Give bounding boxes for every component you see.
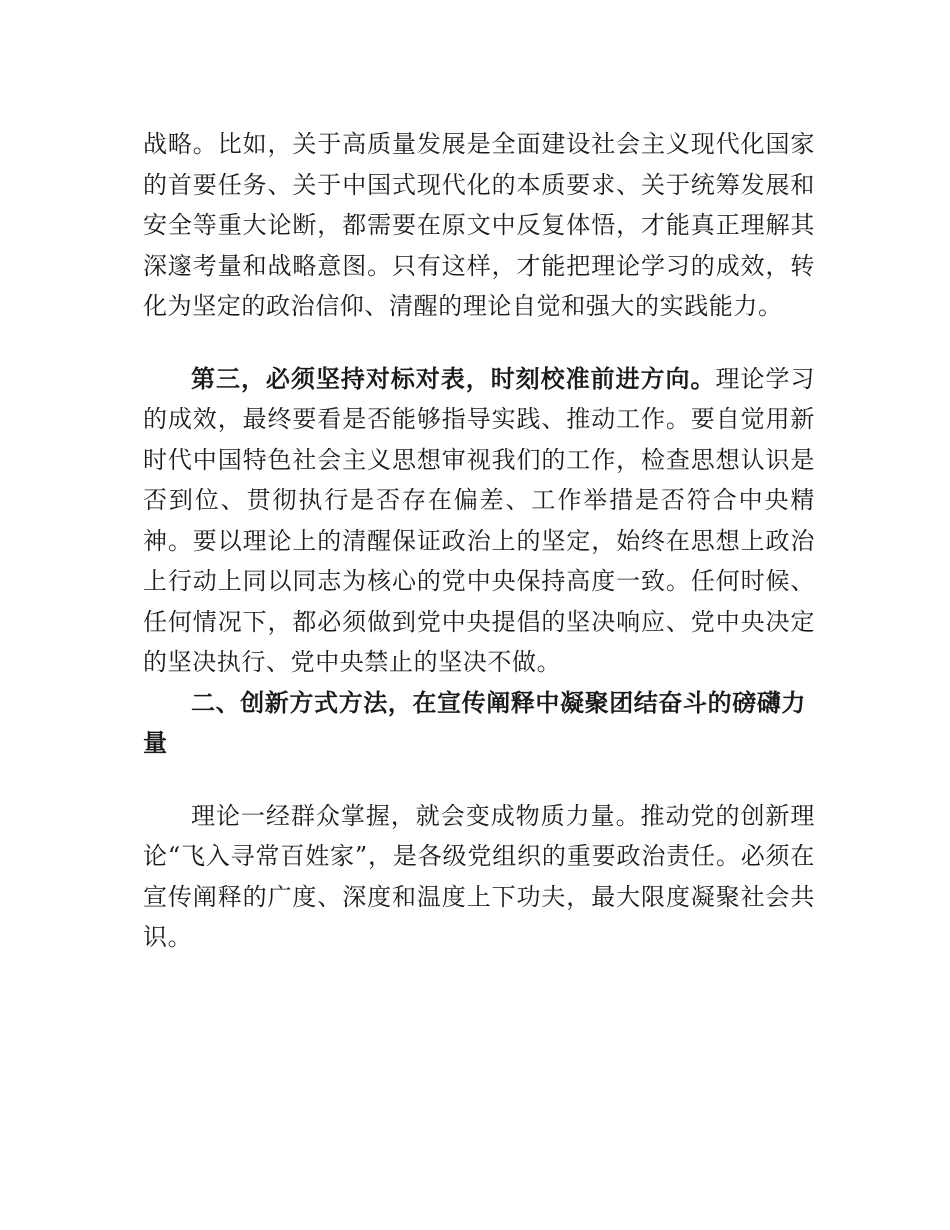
paragraph-lead-sentence: 第三，必须坚持对标对表，时刻校准前进方向。 [191,364,716,393]
body-paragraph [143,124,815,327]
paragraph-text: 理论一经群众掌握，就会变成物质力量。推动党的创新理论“飞入寻常百姓家”，是各级党组织的重要政治责任。必须在宣传阐释的广度、深度和温度上下功夫，最大限度凝聚社会共识。 [143,801,815,951]
body-paragraph [143,359,815,683]
section-heading: 二、创新方式方法，在宣传阐释中凝聚团结奋斗的磅礴力量 [143,688,806,757]
document-body [143,124,815,958]
body-paragraph [143,796,815,958]
paragraph-text: 战略。比如，关于高质量发展是全面建设社会主义现代化国家的首要任务、关于中国式现代化的本质要求、关于统筹发展和安全等重大论断，都需要在原文中反复体悟，才能真正理解其深邃考量和战略意图。只有这样，才能把理论学习的成效，转化为坚定的政治信仰、清醒的理论自觉和强大的实践能力。 [143,130,815,320]
paragraph-text: 理论学习的成效，最终要看是否能够指导实践、推动工作。要自觉用新时代中国特色社会主义思想审视我们的工作，检查思想认识是否到位、贯彻执行是否存在偏差、工作举措是否符合中央精神。要以理论上的清醒保证政治上的坚定，始终在思想上政治上行动上同以同志为核心的党中央保持高度一致。任何时候、任何情况下，都必须做到党中央提倡的坚决响应、党中央决定的坚决执行、党中央禁止的坚决不做。 [143,364,815,676]
